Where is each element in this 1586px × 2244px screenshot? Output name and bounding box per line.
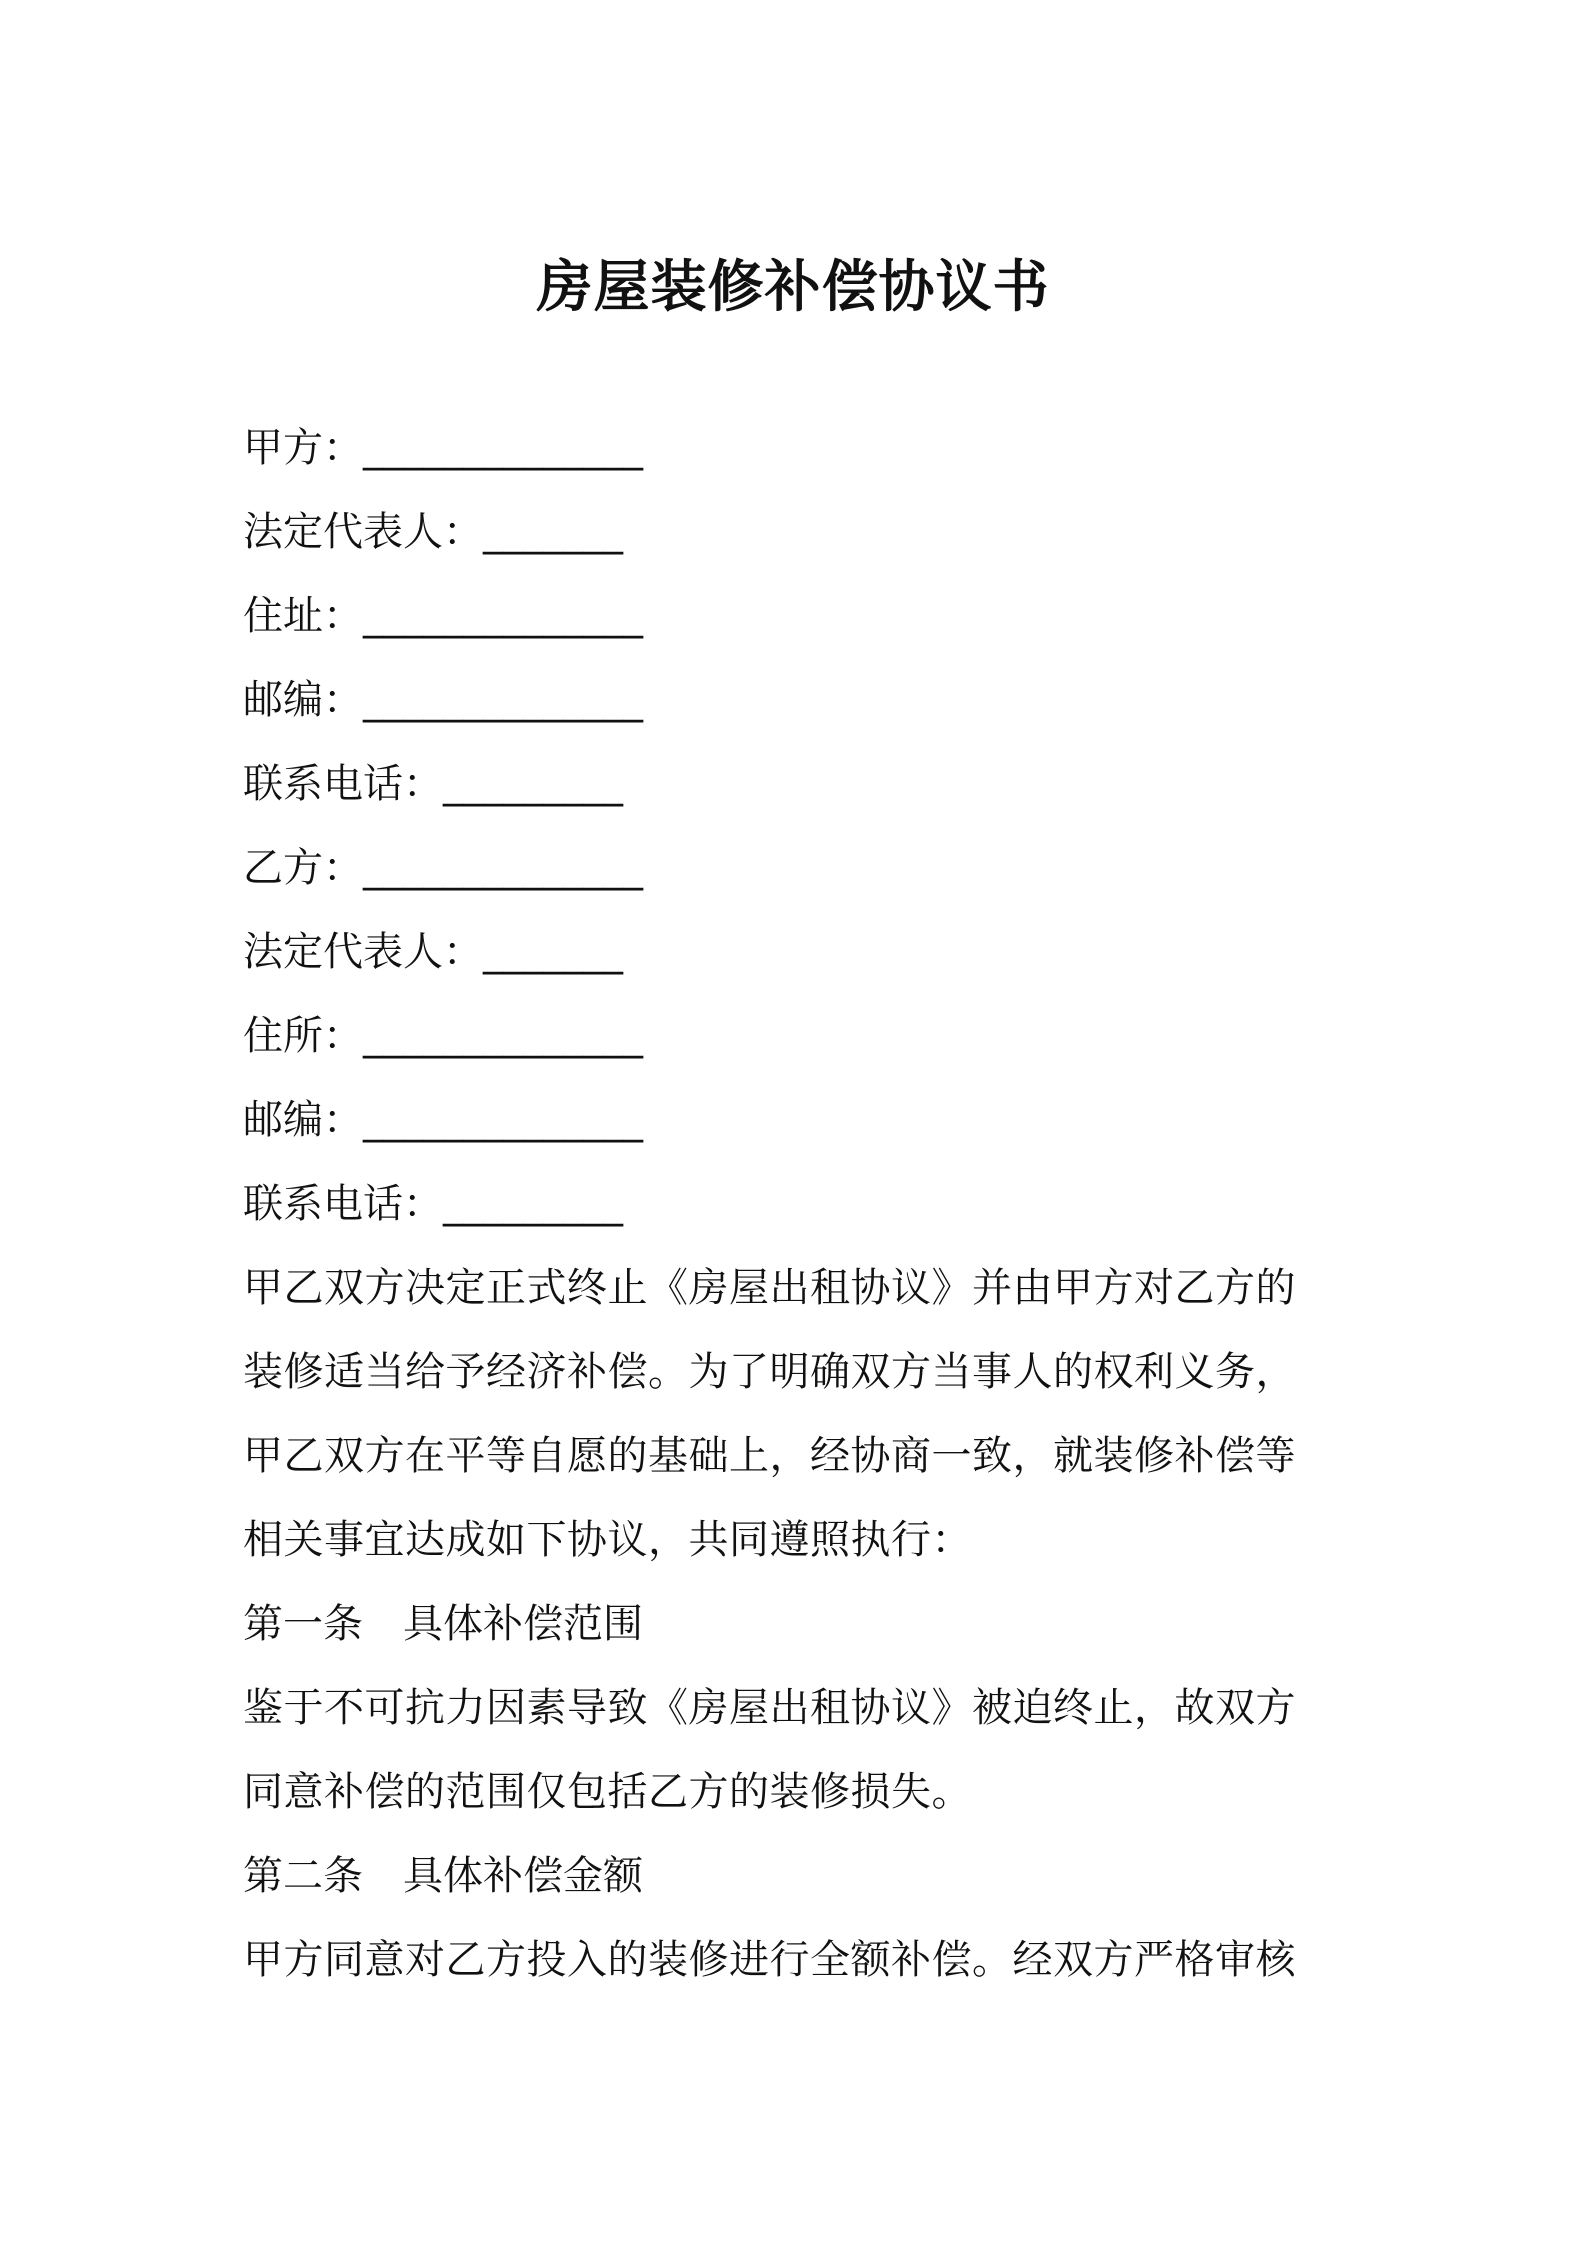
preamble-line: 甲乙双方决定正式终止《房屋出租协议》并由甲方对乙方的 — [243, 1265, 1296, 1311]
document-title: 房屋装修补偿协议书 — [536, 255, 1050, 320]
party-a-name-label: 甲方： — [243, 425, 363, 471]
party-a-rep-label: 法定代表人： — [243, 509, 483, 555]
party-a-rep-line — [243, 490, 1363, 574]
party-b-postcode-line — [243, 1078, 1363, 1162]
document-body — [243, 406, 1363, 2002]
party-a-phone-line — [243, 742, 1363, 826]
party-b-name-label: 乙方： — [243, 845, 363, 891]
party-a-address-label: 住址： — [243, 593, 363, 639]
party-a-postcode-line — [243, 658, 1363, 742]
party-b-address-label: 住所： — [243, 1013, 363, 1059]
article-2-text-line: 甲方同意对乙方投入的装修进行全额补偿。经双方严格审核 — [243, 1937, 1296, 1983]
party-b-name-line — [243, 826, 1363, 910]
party-b-postcode-blank: ______________ — [363, 1097, 643, 1143]
party-a-address-blank: ______________ — [363, 593, 643, 639]
party-b-rep-blank: _______ — [483, 929, 623, 975]
party-a-postcode-label: 邮编： — [243, 677, 363, 723]
party-a-address-line — [243, 574, 1363, 658]
party-b-rep-line — [243, 910, 1363, 994]
article-2-heading: 第二条 具体补偿金额 — [243, 1853, 643, 1899]
party-b-postcode-label: 邮编： — [243, 1097, 363, 1143]
preamble-line: 装修适当给予经济补偿。为了明确双方当事人的权利义务， — [243, 1349, 1296, 1395]
preamble-line: 相关事宜达成如下协议，共同遵照执行： — [243, 1517, 972, 1563]
party-a-rep-blank: _______ — [483, 509, 623, 555]
party-a-phone-blank: _________ — [443, 761, 623, 807]
article-1-heading: 第一条 具体补偿范围 — [243, 1601, 643, 1647]
party-b-address-blank: ______________ — [363, 1013, 643, 1059]
party-b-phone-blank: _________ — [443, 1181, 623, 1227]
preamble-line: 甲乙双方在平等自愿的基础上，经协商一致，就装修补偿等 — [243, 1433, 1296, 1479]
party-b-phone-line — [243, 1162, 1363, 1246]
article-1-text-line: 鉴于不可抗力因素导致《房屋出租协议》被迫终止，故双方 — [243, 1685, 1296, 1731]
party-a-phone-label: 联系电话： — [243, 761, 443, 807]
party-b-rep-label: 法定代表人： — [243, 929, 483, 975]
party-a-name-line — [243, 406, 1363, 490]
party-b-address-line — [243, 994, 1363, 1078]
party-b-name-blank: ______________ — [363, 845, 643, 891]
party-a-postcode-blank: ______________ — [363, 677, 643, 723]
article-1-text-line: 同意补偿的范围仅包括乙方的装修损失。 — [243, 1769, 972, 1815]
party-b-phone-label: 联系电话： — [243, 1181, 443, 1227]
party-a-name-blank: ______________ — [363, 425, 643, 471]
